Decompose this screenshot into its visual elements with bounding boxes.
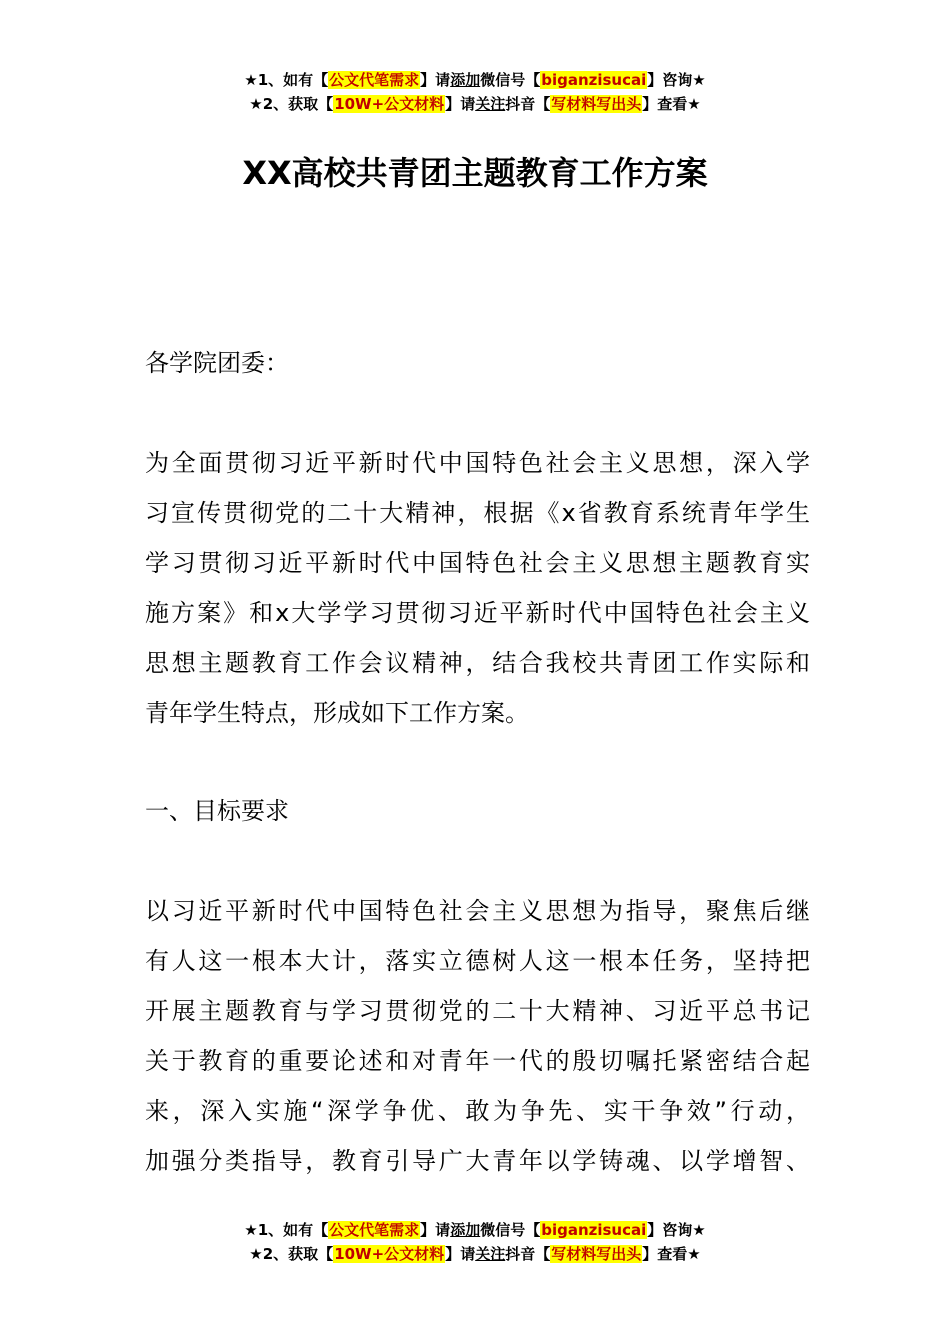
footer-line-2-emphasis: 关注 (475, 1245, 506, 1263)
banner-line-2-middle-b: 抖音【 (505, 95, 551, 113)
banner-line-1-emphasis: 添加 (450, 71, 481, 89)
banner-line-1-highlight-wechat: biganzisucai (541, 71, 647, 89)
footer-line-1-suffix: 】咨询★ (647, 1221, 706, 1239)
banner-line-2-highlight-materials: 10W+公文材料 (334, 95, 445, 113)
footer-line-1-highlight-service: 公文代笔需求 (329, 1221, 420, 1239)
paragraph-line: 施方案》和x大学学习贯彻习近平新时代中国特色社会主义 (145, 599, 810, 627)
paragraph-line: 青年学生特点，形成如下工作方案。 (145, 699, 529, 727)
banner-line-2-highlight-douyin: 写材料写出头 (551, 95, 642, 113)
paragraph-line: 开展主题教育与学习贯彻党的二十大精神、习近平总书记 (145, 997, 810, 1025)
footer-line-1-middle-a: 】请 (420, 1221, 451, 1239)
banner-line-2-prefix: ★2、获取【 (249, 95, 334, 113)
salutation-text: 各学院团委： (145, 349, 289, 377)
paragraph-line: 学习贯彻习近平新时代中国特色社会主义思想主题教育实 (145, 549, 810, 577)
salutation (145, 338, 810, 388)
footer-line-2-middle-b: 抖音【 (505, 1245, 551, 1263)
paragraph-intro (145, 438, 810, 738)
footer-line-2-middle-a: 】请 (445, 1245, 476, 1263)
paragraph-goals (145, 886, 810, 1186)
banner-line-1 (0, 68, 950, 92)
section-heading-goals (145, 786, 810, 836)
paragraph-line: 习宣传贯彻党的二十大精神，根据《x省教育系统青年学生 (145, 499, 810, 527)
banner-line-2-suffix: 】查看★ (642, 95, 701, 113)
banner-line-1-highlight-service: 公文代笔需求 (329, 71, 420, 89)
footer-line-1 (0, 1218, 950, 1242)
header-banner (0, 68, 950, 116)
footer-line-1-middle-b: 微信号【 (480, 1221, 541, 1239)
paragraph-line: 来，深入实施“深学争优、敢为争先、实干争效”行动， (145, 1097, 810, 1125)
banner-line-1-suffix: 】咨询★ (647, 71, 706, 89)
footer-line-1-highlight-wechat: biganzisucai (541, 1221, 647, 1239)
paragraph-line: 以习近平新时代中国特色社会主义思想为指导，聚焦后继 (145, 897, 810, 925)
footer-banner (0, 1218, 950, 1266)
footer-line-2 (0, 1242, 950, 1266)
footer-line-2-highlight-douyin: 写材料写出头 (551, 1245, 642, 1263)
paragraph-line: 有人这一根本大计，落实立德树人这一根本任务，坚持把 (145, 947, 810, 975)
footer-line-2-highlight-materials: 10W+公文材料 (334, 1245, 445, 1263)
paragraph-line: 为全面贯彻习近平新时代中国特色社会主义思想，深入学 (145, 449, 810, 477)
section-heading-text: 一、目标要求 (145, 797, 289, 825)
footer-line-1-prefix: ★1、如有【 (244, 1221, 329, 1239)
banner-line-2-emphasis: 关注 (475, 95, 506, 113)
paragraph-line: 思想主题教育工作会议精神，结合我校共青团工作实际和 (145, 649, 810, 677)
banner-line-1-middle-b: 微信号【 (480, 71, 541, 89)
banner-line-1-prefix: ★1、如有【 (244, 71, 329, 89)
paragraph-line: 关于教育的重要论述和对青年一代的殷切嘱托紧密结合起 (145, 1047, 810, 1075)
document-title: XX高校共青团主题教育工作方案 (242, 154, 708, 192)
banner-line-2-middle-a: 】请 (445, 95, 476, 113)
footer-line-1-emphasis: 添加 (450, 1221, 481, 1239)
footer-line-2-suffix: 】查看★ (642, 1245, 701, 1263)
banner-line-1-middle-a: 】请 (420, 71, 451, 89)
banner-line-2 (0, 92, 950, 116)
paragraph-line: 加强分类指导，教育引导广大青年以学铸魂、以学增智、 (145, 1147, 810, 1175)
footer-line-2-prefix: ★2、获取【 (249, 1245, 334, 1263)
